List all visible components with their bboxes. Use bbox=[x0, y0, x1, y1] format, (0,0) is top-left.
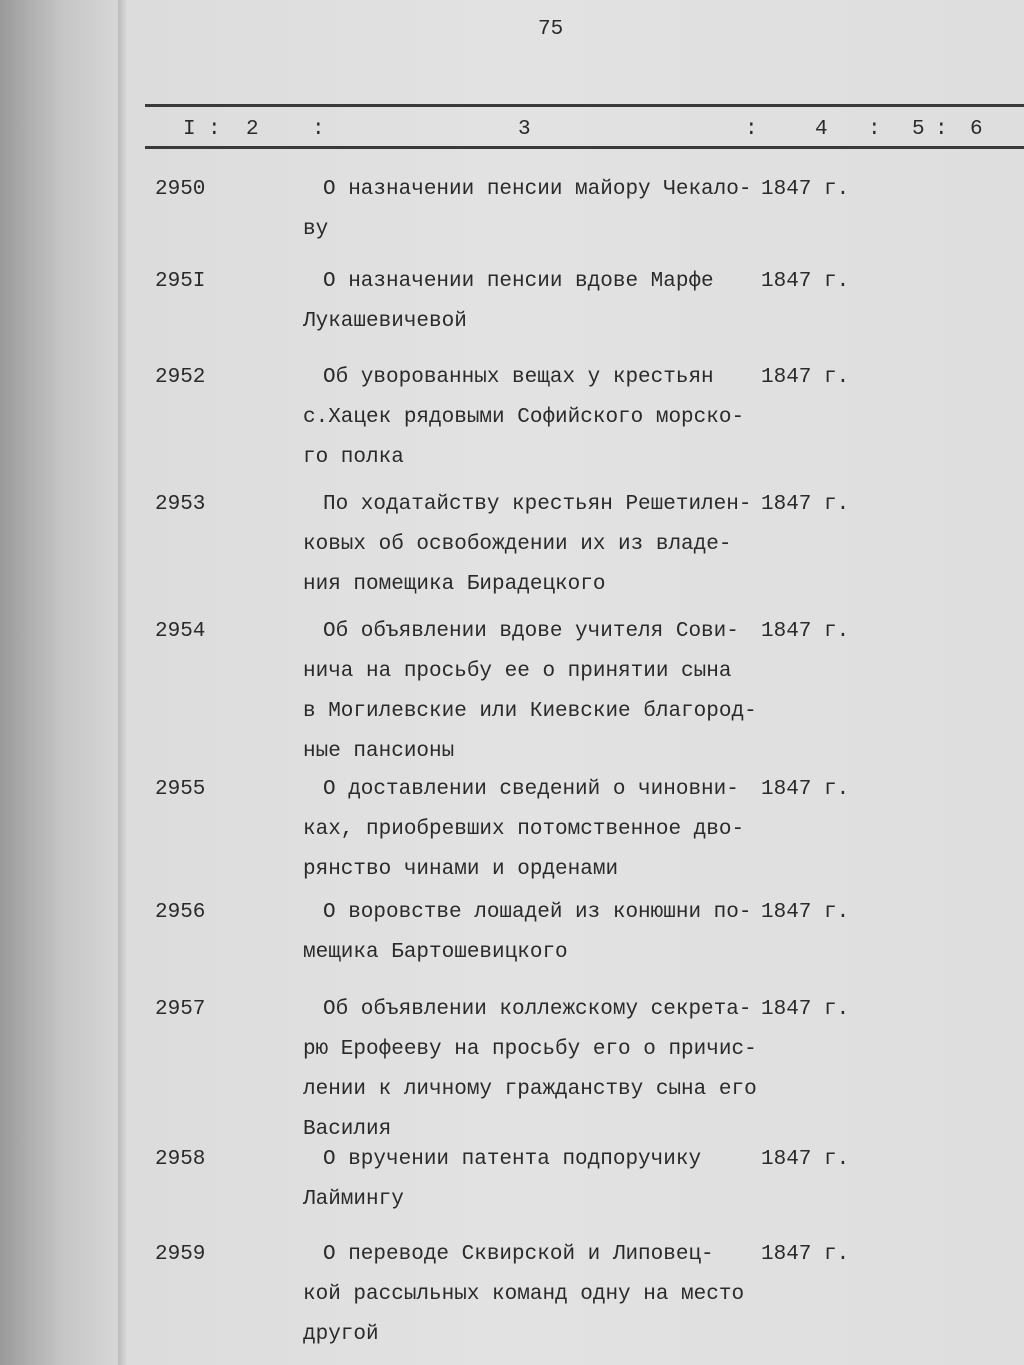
entry-text-line: Об объявлении коллежскому секрета- bbox=[323, 998, 752, 1021]
entry-year: 1847 г. bbox=[761, 178, 850, 201]
entry-text-line: кой рассыльных команд одну на место bbox=[303, 1283, 745, 1306]
entry-text-line: О назначении пенсии майору Чекало- bbox=[323, 178, 752, 201]
header-sep: : bbox=[208, 118, 221, 141]
entry-text-line: рянство чинами и орденами bbox=[303, 858, 619, 881]
left-page-edge bbox=[118, 0, 126, 1365]
entry-year: 1847 г. bbox=[761, 493, 850, 516]
entry-text-line: Об объявлении вдове учителя Сови- bbox=[323, 620, 739, 643]
header-sep: : bbox=[312, 118, 325, 141]
entry-year: 1847 г. bbox=[761, 901, 850, 924]
entry-text-line: О воровстве лошадей из конюшни по- bbox=[323, 901, 752, 924]
entry-text-line: О назначении пенсии вдове Марфе bbox=[323, 270, 714, 293]
entry-text-line: ные пансионы bbox=[303, 740, 455, 763]
entry-number: 295I bbox=[155, 270, 206, 293]
entry-text-line: О доставлении сведений о чиновни- bbox=[323, 778, 739, 801]
header-col-3: 3 bbox=[518, 118, 531, 141]
header-sep: : bbox=[935, 118, 948, 141]
entry-number: 2956 bbox=[155, 901, 206, 924]
entry-number: 2959 bbox=[155, 1243, 206, 1266]
entry-text-line: По ходатайству крестьян Решетилен- bbox=[323, 493, 752, 516]
entry-text-line: Лукашевичевой bbox=[303, 310, 467, 333]
page-number: 75 bbox=[538, 18, 564, 41]
entry-text-line: ках, приобревших потомственное дво- bbox=[303, 818, 745, 841]
entry-text-line: мещика Бартошевицкого bbox=[303, 941, 568, 964]
entry-text-line: другой bbox=[303, 1323, 379, 1346]
header-col-2: 2 bbox=[246, 118, 259, 141]
entry-text-line: ковых об освобождении их из владе- bbox=[303, 533, 732, 556]
header-col-1: I bbox=[183, 118, 196, 141]
entry-text-line: в Могилевские или Киевские благород- bbox=[303, 700, 757, 723]
entry-year: 1847 г. bbox=[761, 620, 850, 643]
entry-number: 2958 bbox=[155, 1148, 206, 1171]
entry-text-line: О переводе Сквирской и Липовец- bbox=[323, 1243, 714, 1266]
entry-number: 2954 bbox=[155, 620, 206, 643]
entry-number: 2955 bbox=[155, 778, 206, 801]
header-sep: : bbox=[868, 118, 881, 141]
entry-text-line: го полка bbox=[303, 446, 404, 469]
entry-text-line: ву bbox=[303, 218, 329, 241]
entry-year: 1847 г. bbox=[761, 998, 850, 1021]
header-col-4: 4 bbox=[815, 118, 828, 141]
entry-number: 2952 bbox=[155, 366, 206, 389]
entry-text-line: Лаймингу bbox=[303, 1188, 404, 1211]
header-col-6: 6 bbox=[970, 118, 983, 141]
entry-text-line: ния помещика Бирадецкого bbox=[303, 573, 606, 596]
entry-text-line: с.Хацек рядовыми Софийского морско- bbox=[303, 406, 745, 429]
entry-year: 1847 г. bbox=[761, 270, 850, 293]
entry-year: 1847 г. bbox=[761, 366, 850, 389]
entry-text-line: О вручении патента подпоручику bbox=[323, 1148, 702, 1171]
entry-year: 1847 г. bbox=[761, 778, 850, 801]
entry-text-line: Об уворованных вещах у крестьян bbox=[323, 366, 714, 389]
header-sep: : bbox=[745, 118, 758, 141]
entry-year: 1847 г. bbox=[761, 1243, 850, 1266]
header-top-rule bbox=[145, 104, 1024, 107]
entry-text-line: лении к личному гражданству сына его bbox=[303, 1078, 757, 1101]
entry-text-line: нича на просьбу ее о принятии сына bbox=[303, 660, 732, 683]
header-col-5: 5 bbox=[912, 118, 925, 141]
entry-number: 2953 bbox=[155, 493, 206, 516]
header-bottom-rule bbox=[145, 146, 1024, 149]
entry-number: 2950 bbox=[155, 178, 206, 201]
entry-number: 2957 bbox=[155, 998, 206, 1021]
entry-year: 1847 г. bbox=[761, 1148, 850, 1171]
entry-text-line: рю Ерофееву на просьбу его о причис- bbox=[303, 1038, 757, 1061]
entry-text-line: Василия bbox=[303, 1118, 392, 1141]
